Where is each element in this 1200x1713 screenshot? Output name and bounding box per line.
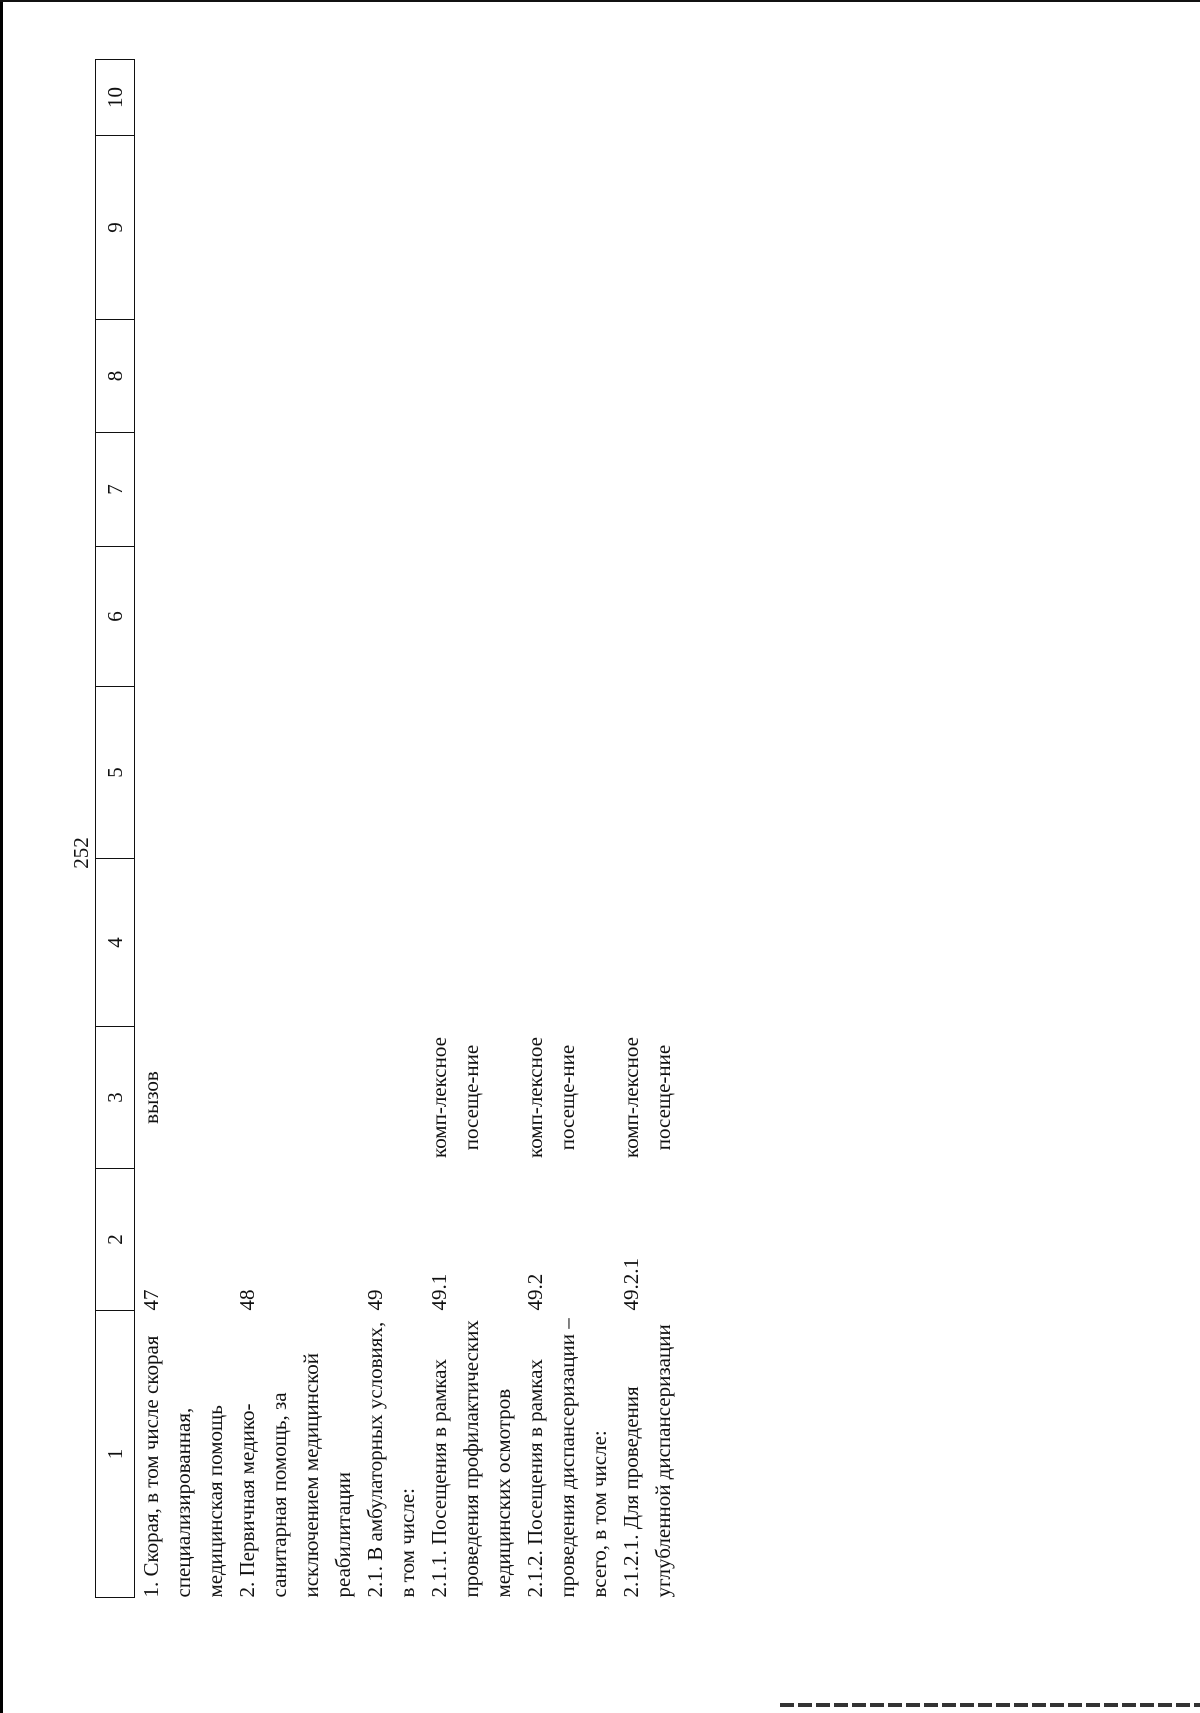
row-name: 2. Первичная медико-санитарная помощь, за исключением медицинской реабилитации xyxy=(235,1352,355,1598)
header-row xyxy=(96,60,135,1598)
col-header: 1 xyxy=(96,1311,135,1598)
row-unit: комп-лексное посеще-ние xyxy=(523,1037,579,1158)
table-row xyxy=(231,60,359,1598)
table-row xyxy=(519,60,615,1598)
col-header: 2 xyxy=(96,1169,135,1311)
col-header: 7 xyxy=(96,433,135,547)
col-header: 4 xyxy=(96,859,135,1027)
table-row xyxy=(615,60,679,1598)
row-unit xyxy=(231,1027,359,1169)
row-code: 47 xyxy=(139,1289,163,1311)
page-number: 252 xyxy=(69,837,93,869)
table-row xyxy=(135,60,232,1598)
row-name: 1. Скорая, в том числе скорая специализированная, медицинская помощь xyxy=(139,1335,227,1598)
row-unit: комп-лексное посеще-ние xyxy=(427,1037,483,1158)
col-header: 10 xyxy=(96,60,135,136)
data-table xyxy=(95,59,679,1598)
row-code: 49.1 xyxy=(427,1273,451,1311)
col-header: 8 xyxy=(96,320,135,433)
row-code: 48 xyxy=(235,1289,259,1311)
row-unit: комп-лексное посеще-ние xyxy=(619,1037,675,1158)
row-code: 49 xyxy=(363,1289,387,1311)
col-header: 3 xyxy=(96,1027,135,1169)
row-name: 2.1.1. Посещения в рамках проведения профилактических медицинских осмотров xyxy=(427,1320,515,1598)
col-header: 6 xyxy=(96,547,135,687)
row-unit: вызов xyxy=(139,1071,163,1124)
row-unit xyxy=(359,1027,423,1169)
col-header: 9 xyxy=(96,136,135,320)
table-row xyxy=(423,60,519,1598)
row-code: 49.2.1 xyxy=(619,1258,643,1311)
row-name: 2.1.2.1. Для проведения углубленной диспансеризации xyxy=(619,1324,675,1598)
col-header: 5 xyxy=(96,687,135,859)
table-row xyxy=(359,60,423,1598)
row-name: 2.1.2. Посещения в рамках проведения диспансеризации – всего, в том числе: xyxy=(523,1318,611,1598)
row-code: 49.2 xyxy=(523,1273,547,1311)
row-name: 2.1. В амбулаторных условиях, в том числе: xyxy=(363,1321,419,1598)
